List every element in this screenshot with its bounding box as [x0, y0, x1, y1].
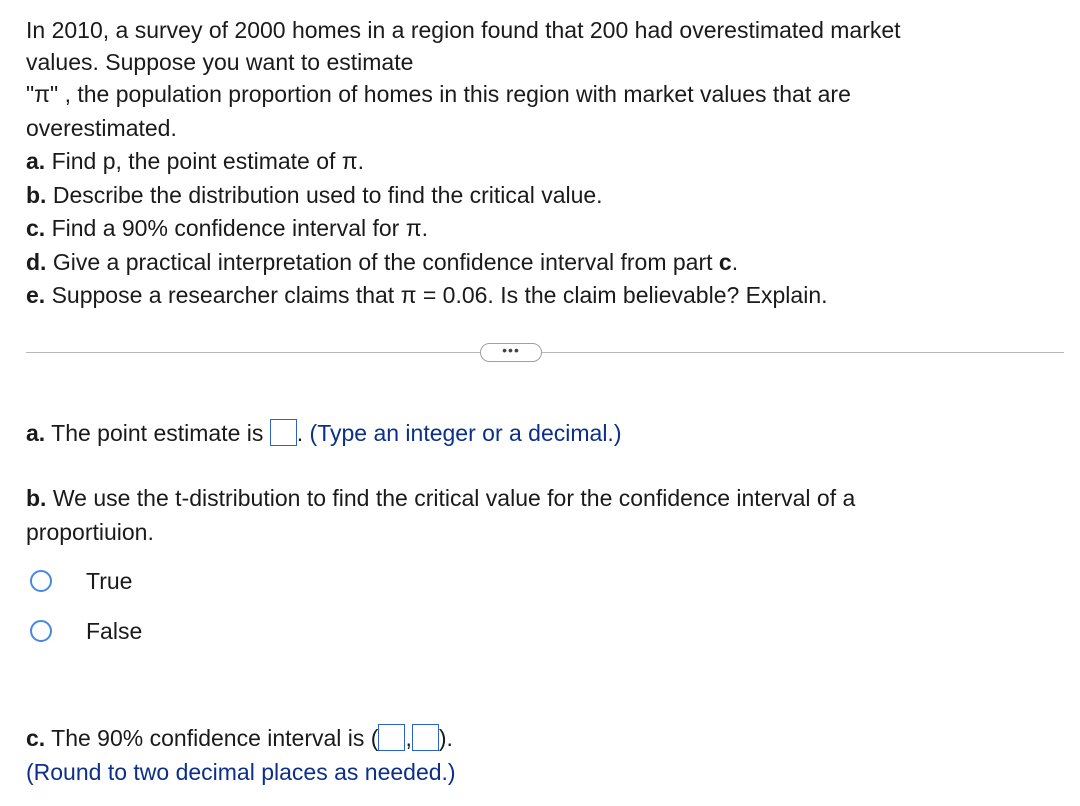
part-b-question	[26, 179, 1066, 213]
option-false[interactable]	[30, 616, 142, 646]
part-e-label: e.	[26, 282, 46, 308]
answer-a-label: a.	[26, 420, 46, 446]
problem-statement	[26, 14, 1066, 313]
part-d-label: d.	[26, 248, 47, 275]
answer-a-text: The point estimate is	[45, 420, 270, 446]
interval-separator: ,	[405, 725, 412, 751]
option-true-label: True	[86, 568, 133, 594]
section-divider	[26, 352, 1064, 353]
interval-close: ).	[438, 725, 453, 751]
part-d-question	[26, 246, 1066, 280]
problem-intro-line-3: "π" , the population proportion of homes in this region with market values that are	[26, 81, 851, 107]
expand-more-button[interactable]: •••	[480, 343, 542, 362]
answer-b-line-1	[26, 482, 855, 516]
answer-a-hint: (Type an integer or a decimal.)	[309, 420, 622, 446]
part-d-text: Give a practical interpretation of the confidence interval from part	[46, 248, 719, 275]
answer-c-line	[26, 722, 456, 756]
part-b-text: Describe the distribution used to find the critical value.	[46, 181, 603, 208]
answer-b-label: b.	[26, 485, 47, 511]
answer-c-text: The 90% confidence interval is (	[45, 725, 379, 751]
part-c-question	[26, 212, 1066, 246]
point-estimate-input[interactable]	[270, 419, 297, 446]
part-e-question	[26, 279, 1066, 313]
interval-upper-input[interactable]	[412, 724, 439, 751]
problem-intro-line-4: overestimated.	[26, 114, 177, 141]
option-true[interactable]	[30, 566, 132, 596]
part-d-end: .	[731, 248, 739, 275]
part-b-label: b.	[26, 181, 47, 208]
answer-a	[26, 418, 621, 448]
part-a-question	[26, 145, 1066, 179]
part-c-label: c.	[26, 215, 46, 241]
problem-intro-line-2: values. Suppose you want to estimate	[26, 49, 414, 75]
answer-b-line-2: proportiuion.	[26, 518, 154, 545]
problem-intro-line-1: In 2010, a survey of 2000 homes in a region found that 200 had overestimated market	[26, 17, 901, 43]
interval-lower-input[interactable]	[378, 724, 405, 751]
part-a-label: a.	[26, 148, 46, 174]
part-a-text: Find p, the point estimate of π.	[45, 148, 365, 174]
answer-b	[26, 482, 855, 549]
option-false-label: False	[86, 618, 143, 644]
answer-c-hint: (Round to two decimal places as needed.)	[26, 758, 456, 785]
answer-c-label: c.	[26, 725, 46, 751]
part-d-ref: c	[718, 248, 732, 275]
part-e-text: Suppose a researcher claims that π = 0.06. Is the claim believable? Explain.	[45, 282, 828, 308]
radio-false-icon[interactable]	[30, 620, 52, 642]
part-c-text: Find a 90% confidence interval for π.	[45, 215, 428, 241]
radio-true-icon[interactable]	[30, 570, 52, 592]
answer-a-suffix: .	[296, 420, 310, 446]
answer-b-text-1: We use the t-distribution to find the critical value for the confidence interval of a	[46, 485, 856, 511]
answer-c	[26, 722, 456, 789]
